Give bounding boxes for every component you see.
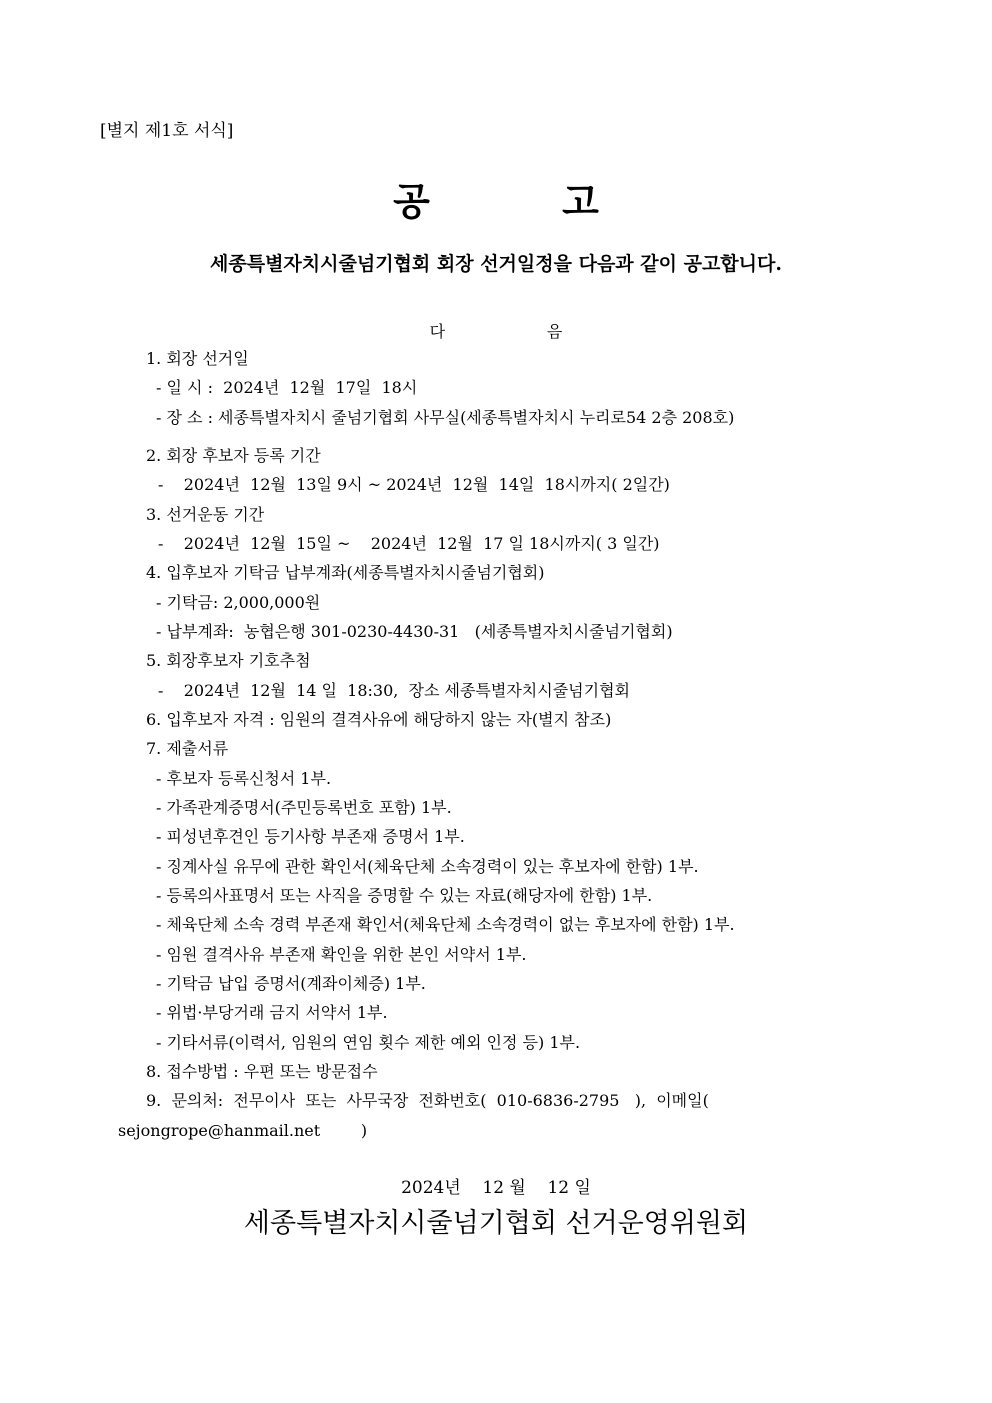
section-9-email: sejongrope@hanmail.net )	[118, 1121, 368, 1140]
section-4-heading: 4. 입후보자 기탁금 납부계좌(세종특별자치시줄넘기협회)	[146, 563, 545, 582]
section-1-datetime: - 일 시 : 2024년 12월 17일 18시	[156, 378, 418, 397]
section-8-heading: 8. 접수방법 : 우편 또는 방문접수	[146, 1062, 378, 1081]
section-6-heading: 6. 입후보자 자격 : 임원의 결격사유에 해당하지 않는 자(별지 참조)	[146, 710, 612, 729]
section-4-account: - 납부계좌: 농협은행 301-0230-4430-31 (세종특별자치시줄넘기협회)	[156, 622, 673, 641]
page-title: 공 고	[393, 179, 599, 224]
list-item: - 위법·부당거래 금지 서약서 1부.	[156, 1003, 388, 1022]
section-2-heading: 2. 회장 후보자 등록 기간	[146, 446, 321, 465]
list-item: - 등록의사표명서 또는 사직을 증명할 수 있는 자료(해당자에 한함) 1부.	[156, 886, 653, 905]
list-item: - 임원 결격사유 부존재 확인을 위한 본인 서약서 1부.	[156, 945, 527, 964]
list-item: - 기타서류(이력서, 임원의 연임 횟수 제한 예외 인정 등) 1부.	[156, 1033, 581, 1052]
section-3-period: - 2024년 12월 15일 ~ 2024년 12월 17 일 18시까지( 3 일간)	[158, 534, 660, 553]
section-5-draw: - 2024년 12월 14 일 18:30, 장소 세종특별자치시줄넘기협회	[158, 681, 630, 700]
list-item: - 체육단체 소속 경력 부존재 확인서(체육단체 소속경력이 없는 후보자에 한함) 1부.	[156, 915, 735, 934]
list-item: - 기탁금 납입 증명서(계좌이체증) 1부.	[156, 974, 426, 993]
list-intro: 다 음	[429, 322, 563, 341]
section-3-heading: 3. 선거운동 기간	[146, 505, 265, 524]
list-item: - 가족관계증명서(주민등록번호 포함) 1부.	[156, 798, 452, 817]
list-item: - 후보자 등록신청서 1부.	[156, 769, 332, 788]
section-9-contact: 9. 문의처: 전무이사 또는 사무국장 전화번호( 010-6836-2795 ), 이메일(	[146, 1091, 709, 1110]
list-item: - 징계사실 유무에 관한 확인서(체육단체 소속경력이 있는 후보자에 한함) 1부.	[156, 857, 699, 876]
notice-subtitle: 세종특별자치시줄넘기협회 회장 선거일정을 다음과 같이 공고합니다.	[210, 253, 782, 275]
section-1-heading: 1. 회장 선거일	[146, 349, 249, 368]
section-2-period: - 2024년 12월 13일 9시 ~ 2024년 12월 14일 18시까지( 2일간)	[158, 475, 670, 494]
section-7-heading: 7. 제출서류	[146, 739, 229, 758]
form-label: [별지 제1호 서식]	[100, 121, 234, 141]
section-5-heading: 5. 회장후보자 기호추첨	[146, 651, 311, 670]
issuing-organization: 세종특별자치시줄넘기협회 선거운영위원회	[243, 1208, 749, 1239]
notice-date: 2024년 12 월 12 일	[401, 1178, 591, 1198]
section-4-deposit: - 기탁금: 2,000,000원	[156, 593, 321, 612]
section-1-place: - 장 소 : 세종특별자치시 줄넘기협회 사무실(세종특별자치시 누리로54 2층 208호)	[156, 408, 735, 427]
list-item: - 피성년후견인 등기사항 부존재 증명서 1부.	[156, 827, 465, 846]
